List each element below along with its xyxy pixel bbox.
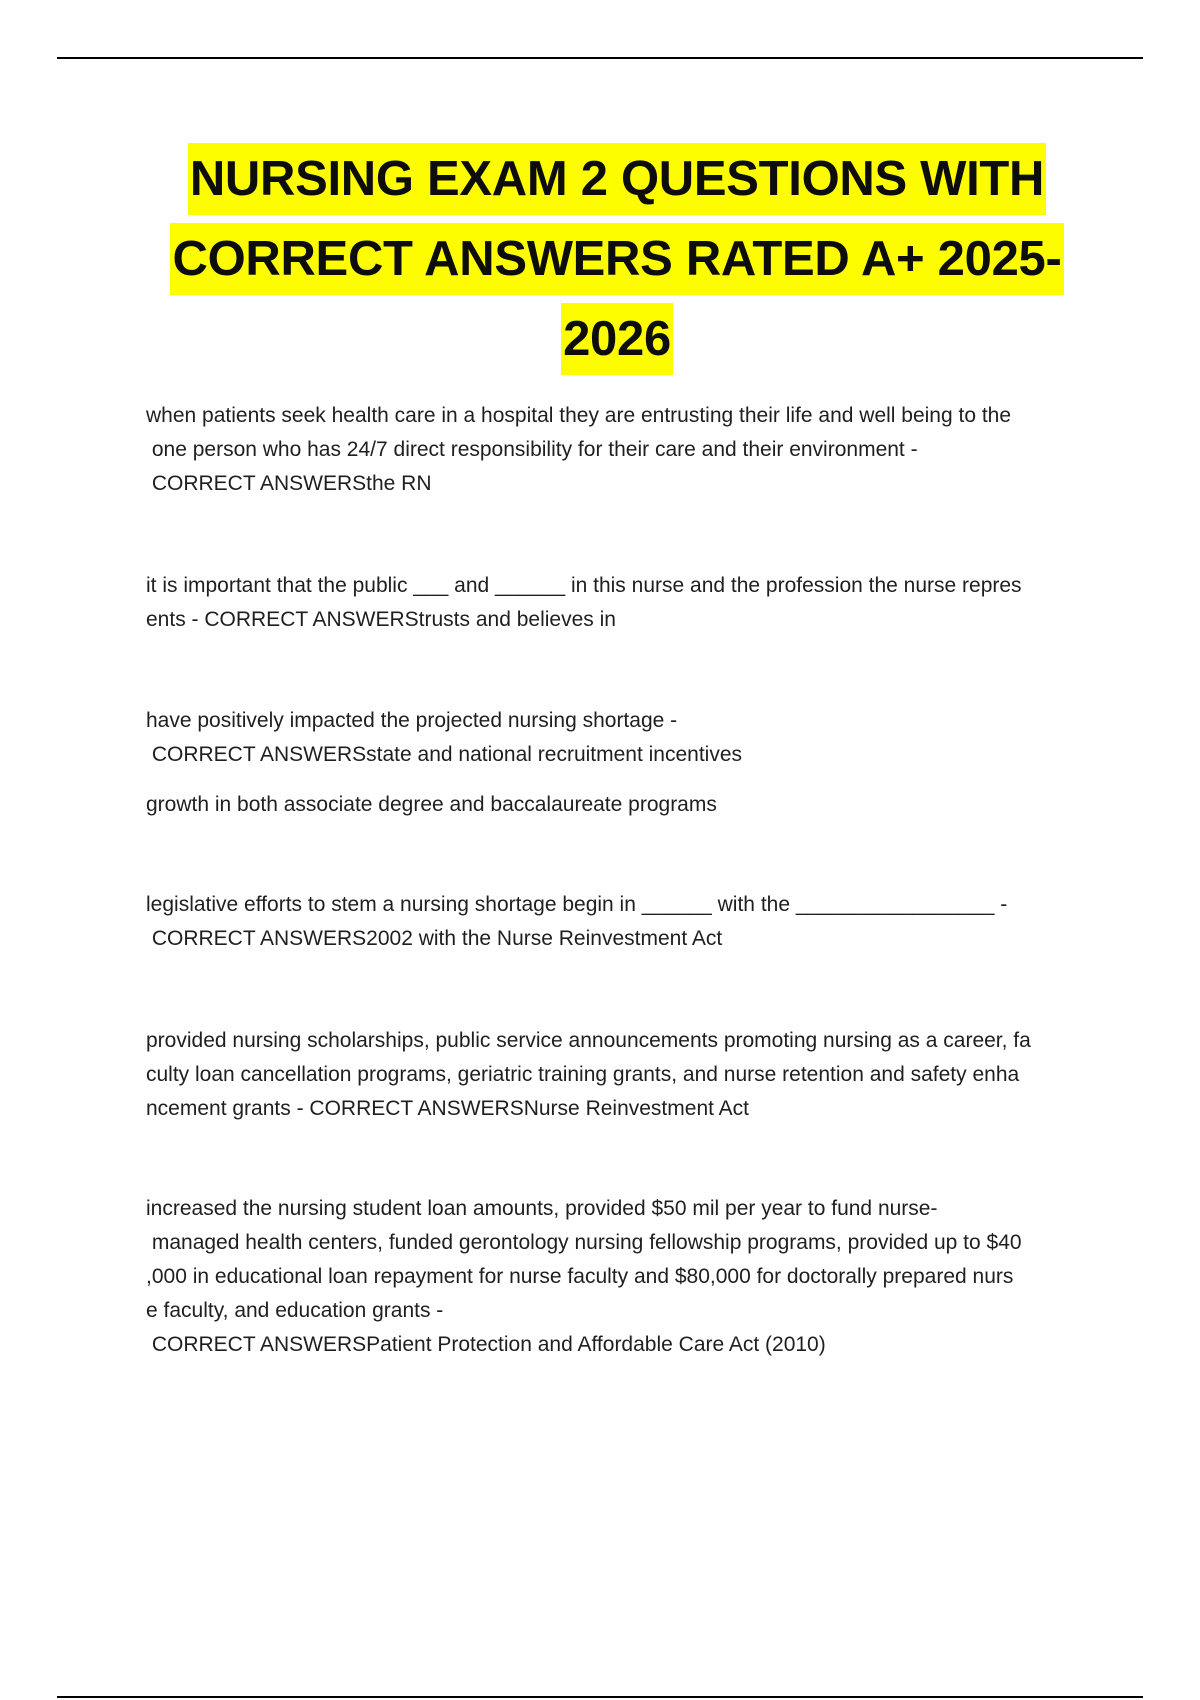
title-line-2: CORRECT ANSWERS RATED A+ 2025- xyxy=(170,223,1063,295)
qa-paragraph-7: increased the nursing student loan amounts, provided $50 mil per year to fund nurse- managed health centers, funded gerontology nursing fellowship programs, provided up to $40 ,000 in educational loan repayment for nurse faculty and $80,000 for doctorally prepared nurs e faculty, and education grants - CORRECT ANSWERSPatient Protection and Affordable Care Act (2010) xyxy=(146,1197,1022,1356)
qa-paragraph-1: when patients seek health care in a hospital they are entrusting their life and well being to the one person who has 24/7 direct responsibility for their care and their environment - CORRECT ANSWERSthe RN xyxy=(146,404,1012,495)
qa-paragraph-2: it is important that the public ___ and ______ in this nurse and the profession the nurse repres ents - CORRECT ANSWERStrusts and believes in xyxy=(146,574,1022,631)
top-rule xyxy=(57,57,1143,59)
qa-paragraph-6: provided nursing scholarships, public service announcements promoting nursing as a career, fa culty loan cancellation programs, geriatric training grants, and nurse retention and safety enha ncement grants - CORRECT ANSWERSNurse Reinvestment Act xyxy=(146,1029,1031,1120)
title-line-1: NURSING EXAM 2 QUESTIONS WITH xyxy=(188,143,1046,215)
title-line-3: 2026 xyxy=(561,303,673,375)
qa-paragraph-3: have positively impacted the projected nursing shortage - CORRECT ANSWERSstate and national recruitment incentives xyxy=(146,709,743,766)
qa-paragraph-4: growth in both associate degree and baccalaureate programs xyxy=(146,793,717,816)
qa-paragraph-5: legislative efforts to stem a nursing shortage begin in ______ with the _________________ - CORRECT ANSWERS2002 with the Nurse Reinvestment Act xyxy=(146,893,1008,950)
document-title xyxy=(150,143,1084,375)
bottom-rule xyxy=(57,1696,1143,1698)
